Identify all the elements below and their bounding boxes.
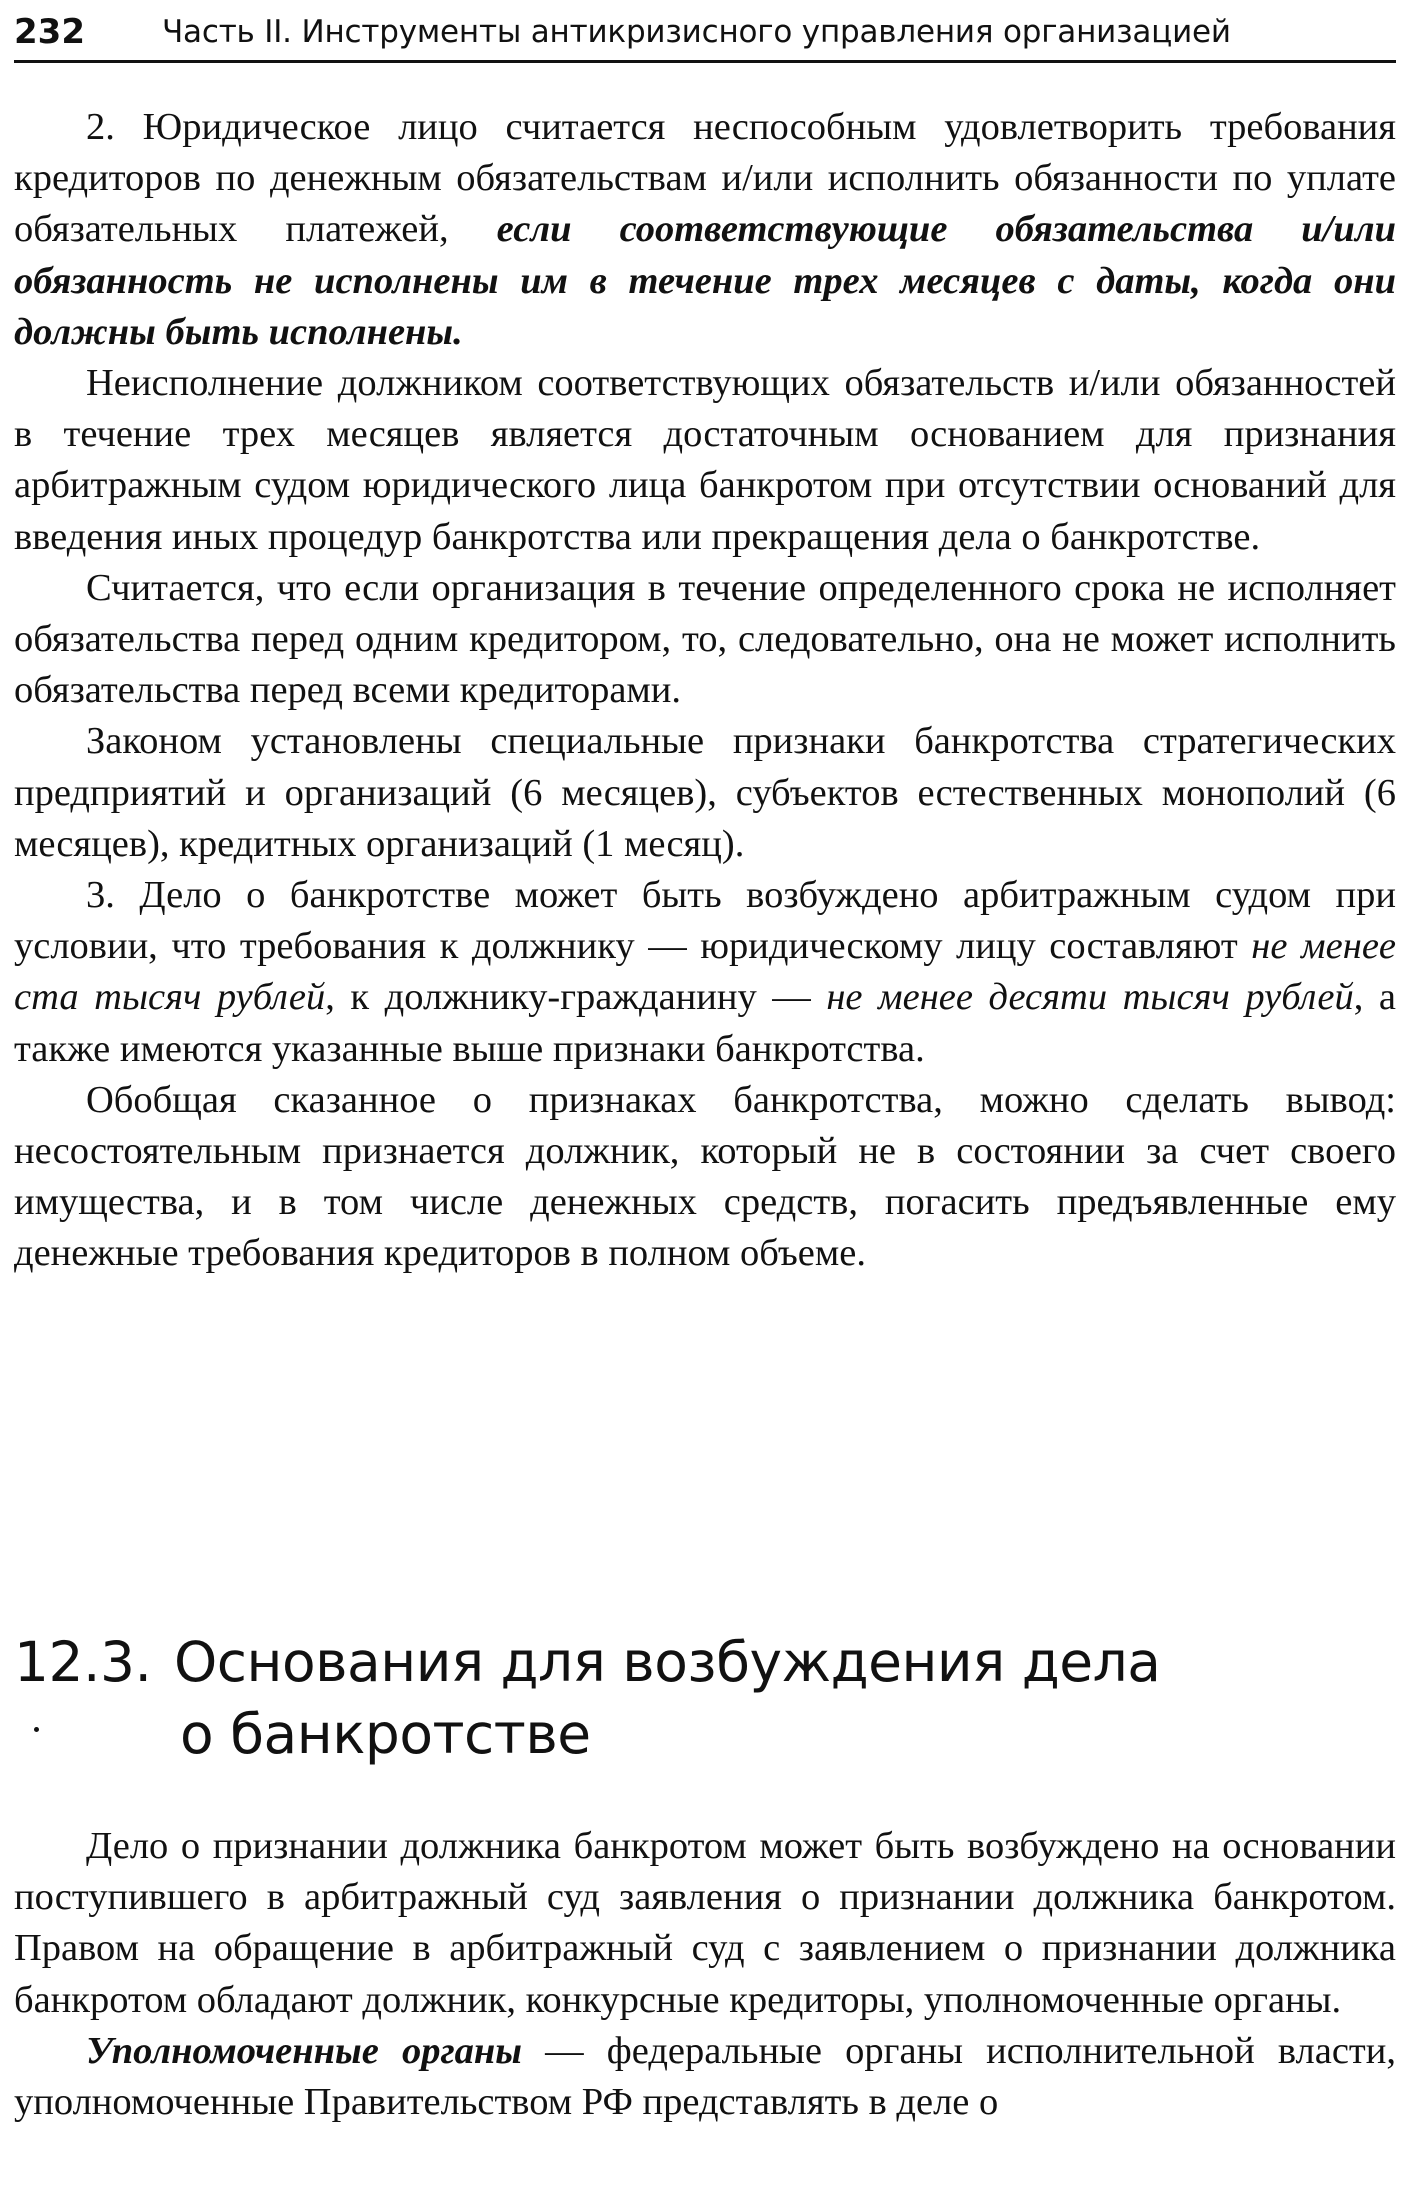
paragraph-1-text: 2. Юридическое лицо считается неспособным удовлетворить требования кредиторов по денежным обязательствам и/или исполнить обязанности по уплате обязательных платежей, bbox=[14, 106, 1396, 251]
section-body-text bbox=[14, 1821, 1396, 2128]
body-text bbox=[14, 102, 1396, 1280]
paragraph-3: Считается, что если организация в течение определенного срока не исполняет обязательства перед одним кредитором, то, следовательно, она не может исполнить обязательства перед всеми кредиторами. bbox=[14, 566, 1396, 712]
paragraph-5-text-c: , а также имеются указанные выше признаки банкротства. bbox=[14, 976, 1396, 1070]
scan-speck bbox=[34, 1727, 39, 1732]
paragraph-5-text-b: , к должнику-гражданину — bbox=[325, 976, 827, 1019]
paragraph-6: Обобщая сказанное о признаках банкротства, можно сделать вывод: несостоятельным признается должник, который не в состоянии за счет своего имущества, и в том числе денежных средств, погасить предъявленные ему денежные требования кредиторов в полном объеме. bbox=[14, 1078, 1396, 1275]
paragraph-1 bbox=[14, 102, 1396, 358]
section-title-line-1: Основания для возбуждения дела bbox=[174, 1630, 1161, 1694]
paragraph-2: Неисполнение должником соответствующих обязательств и/или обязанностей в течение трех месяцев является достаточным основанием для признания арбитражным судом юридического лица банкротом при отсутствии оснований для введения иных процедур банкротства или прекращения дела о банкротстве. bbox=[14, 362, 1396, 558]
section-paragraph-2 bbox=[14, 2026, 1396, 2128]
paragraph-5 bbox=[14, 870, 1396, 1075]
running-title: Часть II. Инструменты антикризисного управления организацией bbox=[162, 14, 1231, 50]
paragraph-5-text-a: 3. Дело о банкротстве может быть возбуждено арбитражным судом при условии, что требования к должнику — юридическому лицу составляют bbox=[14, 874, 1396, 968]
section-number: 12.3. bbox=[14, 1630, 152, 1694]
running-head bbox=[14, 10, 1396, 63]
book-page bbox=[14, 0, 1396, 2190]
paragraph-1-emphasis: если соответствующие обязательства и/или обязанность не исполнены им в течение трех месяцев с даты, когда они должны быть исполнены. bbox=[14, 208, 1396, 353]
section-title-line-2: о банкротстве bbox=[180, 1702, 591, 1766]
paragraph-5-emphasis-1: не менее ста тысяч рублей bbox=[14, 925, 1396, 1019]
section-paragraph-2-text: — федеральные органы исполнительной власти, уполномоченные Правительством РФ представлять в деле о bbox=[14, 2029, 1396, 2124]
paragraph-5-emphasis-2: не менее десяти тысяч рублей bbox=[826, 976, 1354, 1019]
section-paragraph-2-term: Уполномоченные органы bbox=[86, 2029, 523, 2072]
section-heading bbox=[14, 1626, 1396, 1770]
page-number: 232 bbox=[14, 12, 85, 52]
section-paragraph-1: Дело о признании должника банкротом может быть возбуждено на основании поступившего в арбитражный суд заявления о признании должника банкротом. Правом на обращение в арбитражный суд с заявлением о признании должника банкротом обладают должник, конкурсные кредиторы, уполномоченные органы. bbox=[14, 1825, 1396, 2021]
paragraph-4: Законом установлены специальные признаки банкротства стратегических предприятий и организаций (6 месяцев), субъектов естественных монополий (6 месяцев), кредитных организаций (1 месяц). bbox=[14, 720, 1396, 865]
